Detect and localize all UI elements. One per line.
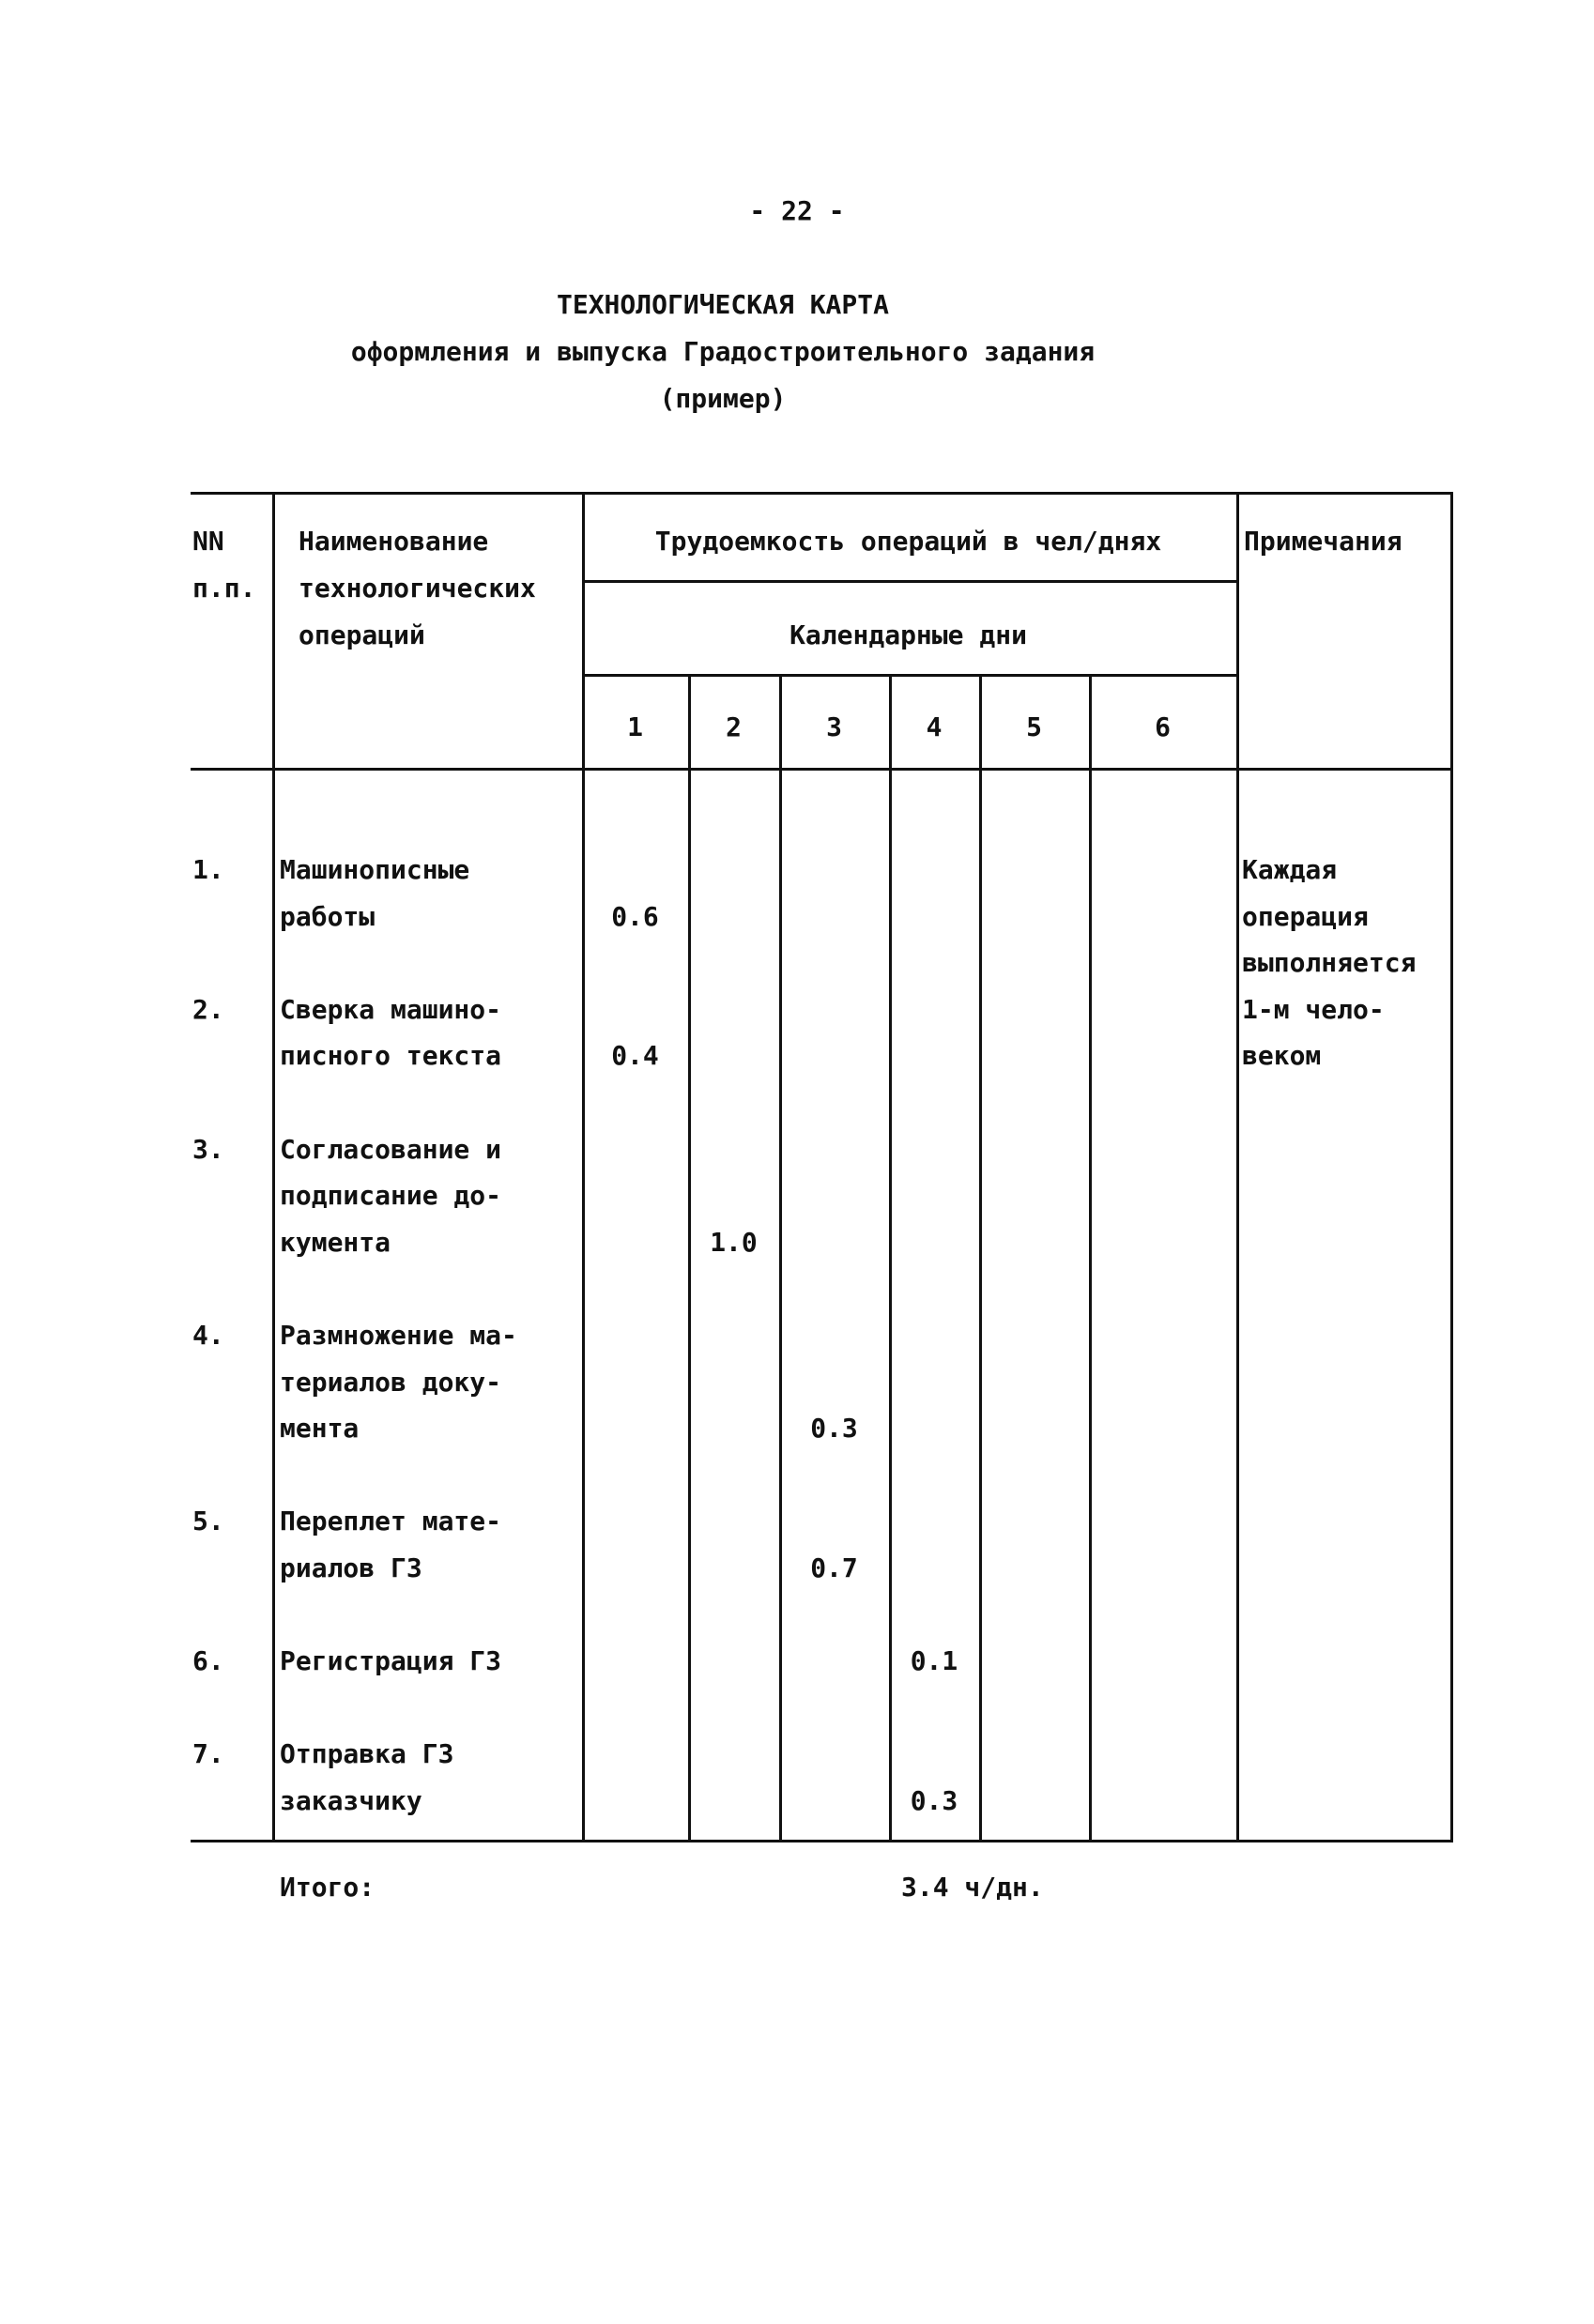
labor-value: 0.7 (810, 1552, 858, 1583)
column-rule-day (1089, 674, 1092, 1840)
day-header-6: 6 (1155, 711, 1171, 742)
operation-name-line: Сверка машино- (280, 993, 502, 1025)
column-rule-day (889, 674, 892, 1840)
row-number: 3. (192, 1133, 224, 1165)
operation-name-line: Согласование и (280, 1133, 502, 1165)
header-pp: п.п. (192, 573, 256, 604)
column-rule-day (979, 674, 982, 1840)
header-name-line1: Наименование (299, 526, 489, 557)
document-subtitle: оформления и выпуска Градостроительного задания (350, 336, 1096, 367)
operation-name-line: работы (280, 900, 376, 932)
operation-name-line: Машинописные (280, 854, 470, 885)
header-calendar-days: Календарные дни (789, 619, 1027, 650)
labor-sub-rule (582, 580, 1236, 583)
note-line: веком (1242, 1040, 1322, 1072)
day-header-1: 1 (627, 711, 643, 742)
header-nn: NN (192, 526, 224, 557)
document-title: ТЕХНОЛОГИЧЕСКАЯ КАРТА (556, 289, 889, 320)
labor-value: 0.1 (910, 1645, 958, 1677)
day-header-5: 5 (1026, 711, 1042, 742)
operation-name-line: Отправка ГЗ (280, 1738, 454, 1770)
column-rule-day (688, 674, 691, 1840)
note-line: операция (1242, 900, 1369, 932)
header-name-line2: технологических (299, 573, 536, 604)
page-number: - 22 - (749, 195, 845, 226)
labor-value: 0.3 (810, 1413, 858, 1445)
day-header-3: 3 (826, 711, 842, 742)
document-example-note: (пример) (659, 383, 787, 414)
total-value: 3.4 ч/дн. (901, 1872, 1044, 1903)
operation-name-line: заказчику (280, 1785, 422, 1816)
row-number: 6. (192, 1645, 224, 1677)
column-rule-day (779, 674, 782, 1840)
header-labor: Трудоемкость операций в чел/днях (654, 526, 1162, 557)
labor-value: 0.4 (611, 1040, 659, 1072)
labor-value: 0.3 (910, 1785, 958, 1816)
header-bottom-rule (191, 768, 1453, 771)
labor-value: 0.6 (611, 900, 659, 932)
header-name-line3: операций (299, 619, 425, 650)
operation-name-line: писного текста (280, 1040, 502, 1072)
row-number: 5. (192, 1506, 224, 1537)
column-rule-notes (1236, 492, 1239, 1840)
operation-name-line: Размножение ма- (280, 1320, 517, 1351)
total-label: Итого: (280, 1872, 376, 1903)
day-header-4: 4 (926, 711, 943, 742)
operation-name-line: риалов ГЗ (280, 1552, 422, 1583)
row-number: 7. (192, 1738, 224, 1770)
row-number: 1. (192, 854, 224, 885)
calendar-sub-rule (582, 674, 1236, 677)
labor-value: 1.0 (710, 1226, 758, 1258)
operation-name-line: Регистрация ГЗ (280, 1645, 502, 1677)
operation-name-line: кумента (280, 1226, 391, 1258)
operation-name-line: подписание до- (280, 1180, 502, 1212)
day-header-2: 2 (726, 711, 742, 742)
column-rule-day1 (582, 492, 585, 1840)
note-line: 1-м чело- (1242, 993, 1385, 1025)
header-notes: Примечания (1244, 526, 1402, 557)
table-bottom-rule (191, 1840, 1453, 1842)
table-top-rule (191, 492, 1453, 495)
row-number: 4. (192, 1320, 224, 1351)
note-line: Каждая (1242, 854, 1338, 885)
operation-name-line: Переплет мате- (280, 1506, 502, 1537)
operation-name-line: териалов доку- (280, 1366, 502, 1398)
column-rule-right (1450, 492, 1453, 1840)
operation-name-line: мента (280, 1413, 360, 1445)
note-line: выполняется (1242, 947, 1417, 979)
column-rule-name (272, 492, 275, 1840)
row-number: 2. (192, 993, 224, 1025)
